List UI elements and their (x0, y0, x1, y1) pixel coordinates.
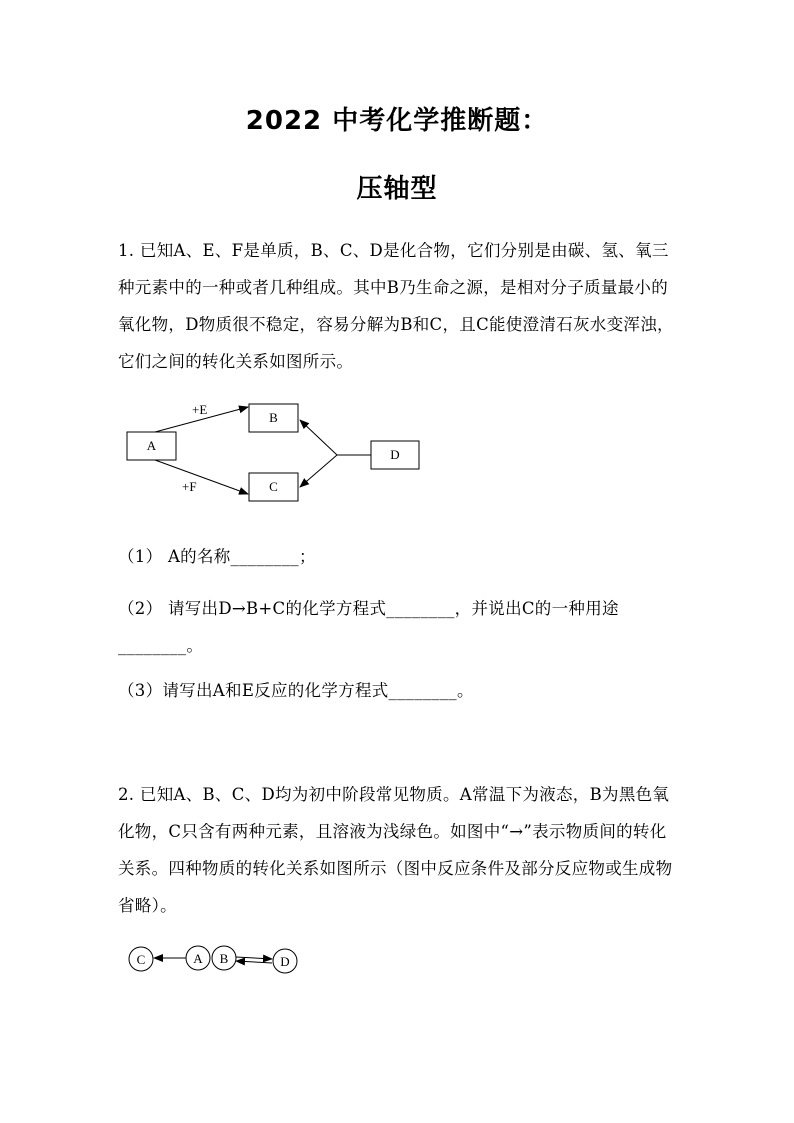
node-d-label-2: D (280, 954, 290, 969)
question-1-part-1: （1） A的名称________； (118, 547, 316, 566)
edge-label-e: +E (192, 402, 208, 417)
arrow-d-to-b (300, 420, 337, 455)
node-a-label: A (146, 438, 157, 453)
page-subtitle: 压轴型 (356, 174, 438, 204)
question-1-part-3: （3）请写出A和E反应的化学方程式________。 (118, 681, 474, 700)
q1-diagram (127, 402, 419, 501)
node-b-label-2: B (219, 951, 229, 966)
arrow-a-to-c (155, 460, 248, 494)
node-c-label: C (269, 479, 278, 494)
node-c-label-2: C (136, 952, 146, 967)
node-d-label: D (390, 447, 400, 462)
arrow-d-to-c (300, 455, 337, 487)
page-title: 2022 中考化学推断题： (245, 106, 549, 136)
arrow-b-to-d (236, 957, 272, 959)
node-a-label-2: A (193, 951, 203, 966)
q2-diagram (129, 946, 297, 973)
arrow-d-to-b-2 (236, 961, 272, 963)
node-b-label: B (269, 410, 278, 425)
edge-label-f: +F (182, 479, 197, 494)
question-2-text: 2. 已知A、B、C、D均为初中阶段常见物质。A常温下为液态，B为黑色氧化物，C只含有两种元素，且溶液为浅绿色。如图中“→”表示物质间的转化关系。四种物质的转化关系如图所示（图中反应条件及部分反应物或生成物省略）。 (118, 785, 673, 915)
question-1-text: 1. 已知A、E、F是单质，B、C、D是化合物，它们分别是由碳、氢、氧三种元素中的一种或者几种组成。其中B乃生命之源，是相对分子质量最小的氧化物，D物质很不稳定，容易分解为B和C，且C能使澄清石灰水变浑浊，它们之间的转化关系如图所示。 (118, 241, 674, 371)
question-1-part-2: （2） 请写出D→B+C的化学方程式________，并说出C的一种用途________。 (118, 599, 619, 655)
